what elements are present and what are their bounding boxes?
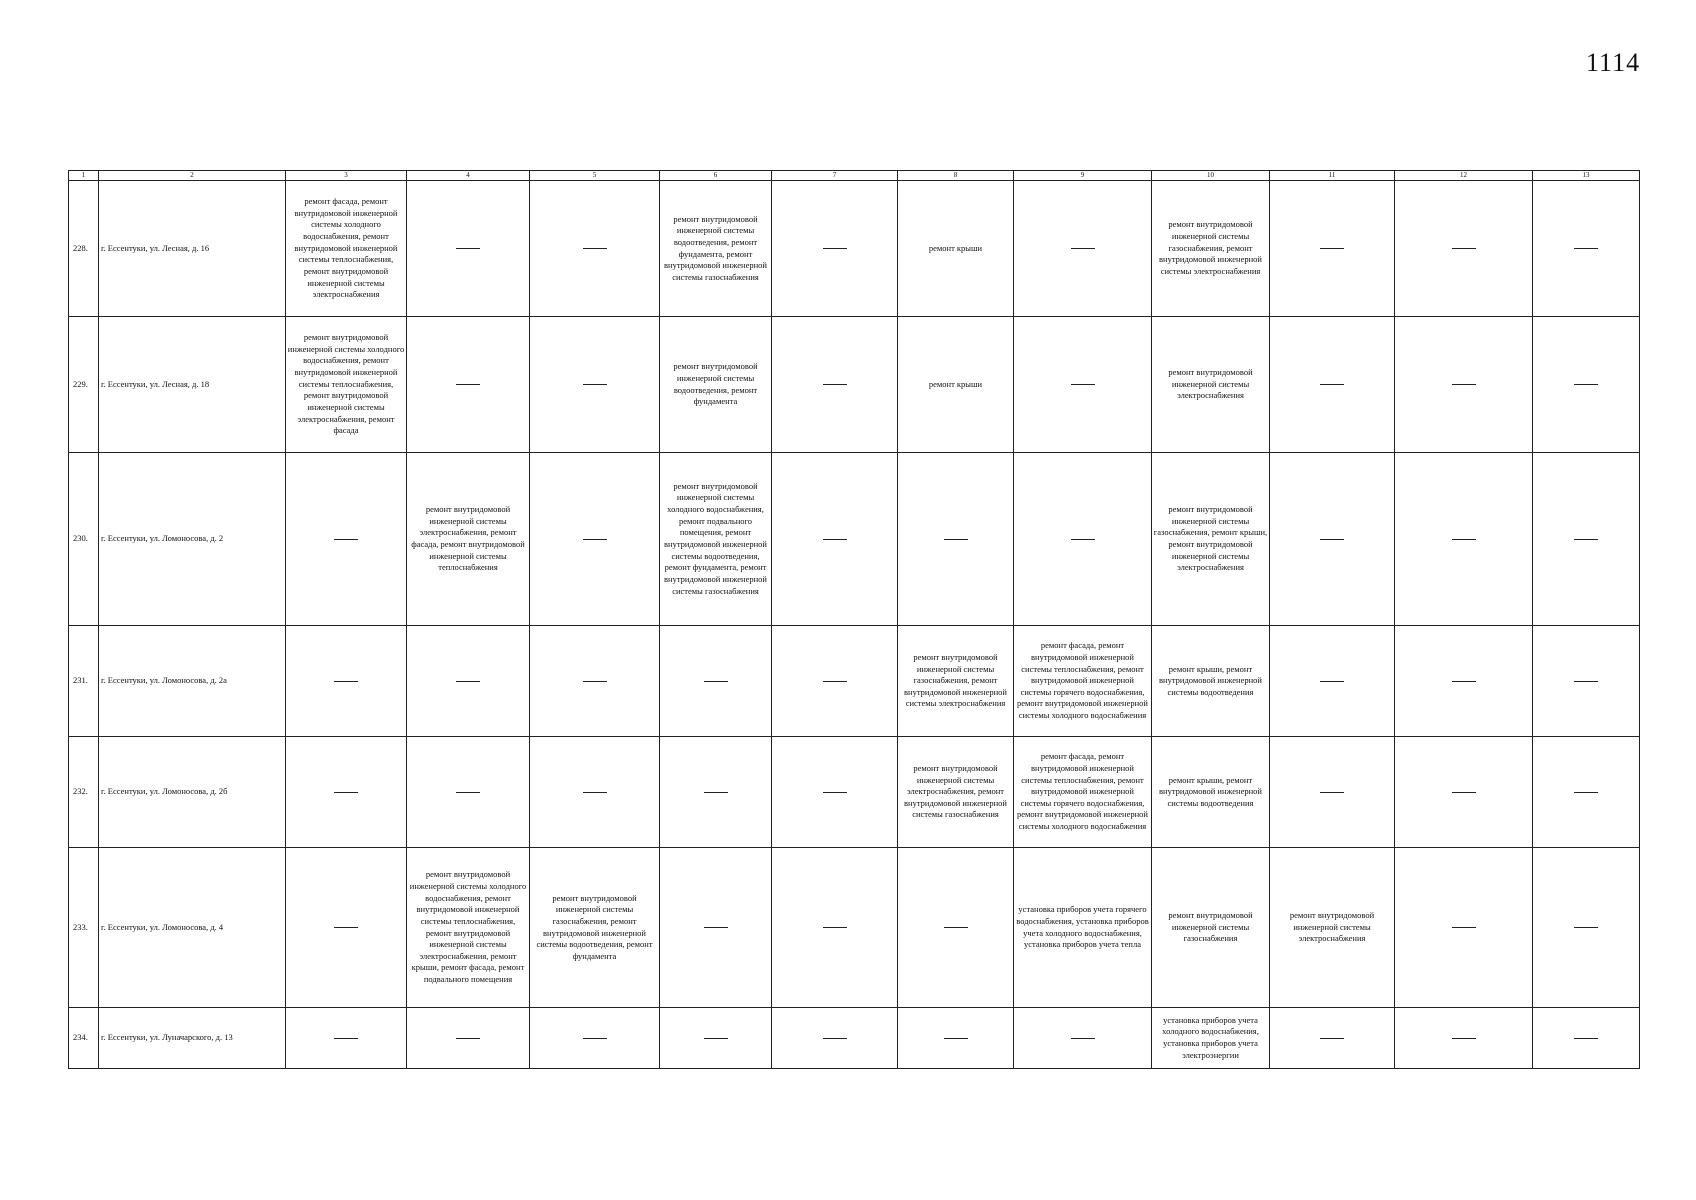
- empty-cell: [286, 1008, 407, 1069]
- page-number: 1114: [1586, 48, 1641, 77]
- address-cell: г. Ессентуки, ул. Ломоносова, д. 2: [99, 453, 286, 626]
- dash-mark: [704, 927, 728, 928]
- empty-cell: [772, 453, 898, 626]
- dash-mark: [583, 681, 607, 682]
- dash-mark: [704, 792, 728, 793]
- empty-cell: [1395, 848, 1533, 1008]
- empty-cell: [772, 181, 898, 317]
- empty-cell: [1395, 181, 1533, 317]
- dash-mark: [1574, 384, 1598, 385]
- empty-cell: [1014, 181, 1152, 317]
- dash-mark: [583, 539, 607, 540]
- dash-mark: [704, 1038, 728, 1039]
- empty-cell: [898, 453, 1014, 626]
- work-description-cell: ремонт внутридомовой инженерной системы газоснабжения, ремонт внутридомовой инженерной системы водоотведения, ремонт фундамента: [530, 848, 660, 1008]
- column-number-header: 11: [1270, 171, 1395, 181]
- row-number: 230.: [69, 453, 99, 626]
- dash-mark: [583, 1038, 607, 1039]
- empty-cell: [286, 848, 407, 1008]
- dash-mark: [456, 681, 480, 682]
- dash-mark: [334, 927, 358, 928]
- empty-cell: [660, 626, 772, 737]
- column-number-header: 6: [660, 171, 772, 181]
- dash-mark: [1071, 1038, 1095, 1039]
- dash-mark: [704, 681, 728, 682]
- dash-mark: [583, 792, 607, 793]
- dash-mark: [1452, 927, 1476, 928]
- table-row: [69, 848, 1640, 1008]
- dash-mark: [1320, 539, 1344, 540]
- work-description-cell: ремонт внутридомовой инженерной системы электроснабжения: [1270, 848, 1395, 1008]
- work-description-cell: ремонт внутридомовой инженерной системы газоснабжения, ремонт внутридомовой инженерной системы электроснабжения: [1152, 181, 1270, 317]
- address-cell: г. Ессентуки, ул. Лесная, д. 16: [99, 181, 286, 317]
- dash-mark: [1320, 1038, 1344, 1039]
- empty-cell: [407, 181, 530, 317]
- dash-mark: [823, 539, 847, 540]
- work-schedule-table: [68, 170, 1640, 1069]
- empty-cell: [1395, 737, 1533, 848]
- dash-mark: [1071, 384, 1095, 385]
- empty-cell: [772, 1008, 898, 1069]
- dash-mark: [823, 681, 847, 682]
- dash-mark: [456, 1038, 480, 1039]
- empty-cell: [1395, 626, 1533, 737]
- dash-mark: [823, 927, 847, 928]
- dash-mark: [944, 927, 968, 928]
- empty-cell: [1533, 737, 1640, 848]
- address-cell: г. Ессентуки, ул. Ломоносова, д. 2а: [99, 626, 286, 737]
- column-number-header: 4: [407, 171, 530, 181]
- dash-mark: [1071, 539, 1095, 540]
- address-cell: г. Ессентуки, ул. Лесная, д. 18: [99, 317, 286, 453]
- empty-cell: [772, 737, 898, 848]
- column-number-header: 3: [286, 171, 407, 181]
- work-description-cell: ремонт фасада, ремонт внутридомовой инженерной системы холодного водоснабжения, ремонт внутридомовой инженерной системы теплоснабжения, ремонт внутридомовой инженерной системы электроснабжения: [286, 181, 407, 317]
- dash-mark: [583, 248, 607, 249]
- dash-mark: [823, 384, 847, 385]
- row-number: 234.: [69, 1008, 99, 1069]
- column-number-header: 13: [1533, 171, 1640, 181]
- dash-mark: [1574, 248, 1598, 249]
- table-row: [69, 453, 1640, 626]
- dash-mark: [1452, 384, 1476, 385]
- empty-cell: [1395, 453, 1533, 626]
- dash-mark: [823, 248, 847, 249]
- work-description-cell: ремонт внутридомовой инженерной системы газоснабжения, ремонт внутридомовой инженерной системы электроснабжения: [898, 626, 1014, 737]
- work-description-cell: ремонт крыши, ремонт внутридомовой инженерной системы водоотведения: [1152, 737, 1270, 848]
- work-description-cell: ремонт внутридомовой инженерной системы электроснабжения, ремонт фасада, ремонт внутридомовой инженерной системы теплоснабжения: [407, 453, 530, 626]
- empty-cell: [1270, 453, 1395, 626]
- dash-mark: [456, 792, 480, 793]
- empty-cell: [898, 1008, 1014, 1069]
- empty-cell: [1270, 737, 1395, 848]
- work-description-cell: ремонт внутридомовой инженерной системы электроснабжения: [1152, 317, 1270, 453]
- dash-mark: [1320, 681, 1344, 682]
- column-number-header: 9: [1014, 171, 1152, 181]
- empty-cell: [286, 626, 407, 737]
- work-description-cell: ремонт внутридомовой инженерной системы холодного водоснабжения, ремонт подвального помещения, ремонт внутридомовой инженерной системы водоотведения, ремонт фундамента, ремонт внутридомовой инженерной системы газоснабжения: [660, 453, 772, 626]
- column-number-header: 12: [1395, 171, 1533, 181]
- empty-cell: [530, 181, 660, 317]
- dash-mark: [1574, 1038, 1598, 1039]
- empty-cell: [1395, 1008, 1533, 1069]
- column-number-header: 5: [530, 171, 660, 181]
- dash-mark: [334, 1038, 358, 1039]
- dash-mark: [1574, 681, 1598, 682]
- row-number: 229.: [69, 317, 99, 453]
- empty-cell: [407, 737, 530, 848]
- empty-cell: [1014, 317, 1152, 453]
- empty-cell: [1270, 1008, 1395, 1069]
- table-row: [69, 1008, 1640, 1069]
- table-row: [69, 626, 1640, 737]
- empty-cell: [530, 1008, 660, 1069]
- empty-cell: [530, 317, 660, 453]
- work-description-cell: ремонт фасада, ремонт внутридомовой инженерной системы теплоснабжения, ремонт внутридомовой инженерной системы горячего водоснабжения, ремонт внутридомовой инженерной системы холодного водоснабжения: [1014, 626, 1152, 737]
- work-description-cell: установка приборов учета холодного водоснабжения, установка приборов учета электроэнергии: [1152, 1008, 1270, 1069]
- work-description-cell: ремонт внутридомовой инженерной системы водоотведения, ремонт фундамента, ремонт внутридомовой инженерной системы газоснабжения: [660, 181, 772, 317]
- dash-mark: [334, 792, 358, 793]
- dash-mark: [1320, 384, 1344, 385]
- address-cell: г. Ессентуки, ул. Ломоносова, д. 4: [99, 848, 286, 1008]
- work-description-cell: ремонт внутридомовой инженерной системы холодного водоснабжения, ремонт внутридомовой инженерной системы теплоснабжения, ремонт внутридомовой инженерной системы электроснабжения, ремонт фасада: [286, 317, 407, 453]
- work-description-cell: ремонт фасада, ремонт внутридомовой инженерной системы теплоснабжения, ремонт внутридомовой инженерной системы горячего водоснабжения, ремонт внутридомовой инженерной системы холодного водоснабжения: [1014, 737, 1152, 848]
- dash-mark: [334, 681, 358, 682]
- empty-cell: [1533, 848, 1640, 1008]
- empty-cell: [530, 626, 660, 737]
- row-number: 233.: [69, 848, 99, 1008]
- empty-cell: [1533, 453, 1640, 626]
- empty-cell: [660, 1008, 772, 1069]
- empty-cell: [407, 626, 530, 737]
- empty-cell: [660, 737, 772, 848]
- dash-mark: [1320, 792, 1344, 793]
- empty-cell: [1270, 317, 1395, 453]
- empty-cell: [286, 453, 407, 626]
- dash-mark: [1452, 248, 1476, 249]
- work-description-cell: ремонт внутридомовой инженерной системы газоснабжения: [1152, 848, 1270, 1008]
- work-description-cell: ремонт внутридомовой инженерной системы холодного водоснабжения, ремонт внутридомовой инженерной системы теплоснабжения, ремонт внутридомовой инженерной системы электроснабжения, ремонт крыши, ремонт фасада, ремонт подвального помещения: [407, 848, 530, 1008]
- empty-cell: [530, 453, 660, 626]
- work-description-cell: ремонт крыши, ремонт внутридомовой инженерной системы водоотведения: [1152, 626, 1270, 737]
- column-number-header: 7: [772, 171, 898, 181]
- empty-cell: [772, 848, 898, 1008]
- empty-cell: [1533, 181, 1640, 317]
- empty-cell: [1270, 626, 1395, 737]
- dash-mark: [1320, 248, 1344, 249]
- row-number: 228.: [69, 181, 99, 317]
- dash-mark: [583, 384, 607, 385]
- empty-cell: [772, 317, 898, 453]
- dash-mark: [944, 539, 968, 540]
- table-row: [69, 317, 1640, 453]
- work-description-cell: установка приборов учета горячего водоснабжения, установка приборов учета холодного водоснабжения, установка приборов учета тепла: [1014, 848, 1152, 1008]
- empty-cell: [1533, 1008, 1640, 1069]
- empty-cell: [1395, 317, 1533, 453]
- column-number-header: 8: [898, 171, 1014, 181]
- dash-mark: [456, 384, 480, 385]
- dash-mark: [334, 539, 358, 540]
- dash-mark: [456, 248, 480, 249]
- work-description-cell: ремонт крыши: [898, 181, 1014, 317]
- work-description-cell: ремонт внутридомовой инженерной системы газоснабжения, ремонт крыши, ремонт внутридомовой инженерной системы электроснабжения: [1152, 453, 1270, 626]
- row-number: 232.: [69, 737, 99, 848]
- column-number-header: 10: [1152, 171, 1270, 181]
- dash-mark: [1452, 1038, 1476, 1039]
- empty-cell: [1270, 181, 1395, 317]
- table-row: [69, 737, 1640, 848]
- column-number-header: 1: [69, 171, 99, 181]
- column-number-row: [69, 171, 1640, 181]
- empty-cell: [660, 848, 772, 1008]
- empty-cell: [898, 848, 1014, 1008]
- column-number-header: 2: [99, 171, 286, 181]
- dash-mark: [823, 1038, 847, 1039]
- dash-mark: [1574, 539, 1598, 540]
- address-cell: г. Ессентуки, ул. Ломоносова, д. 2б: [99, 737, 286, 848]
- empty-cell: [772, 626, 898, 737]
- work-description-cell: ремонт внутридомовой инженерной системы электроснабжения, ремонт внутридомовой инженерной системы газоснабжения: [898, 737, 1014, 848]
- empty-cell: [1533, 317, 1640, 453]
- dash-mark: [1452, 539, 1476, 540]
- row-number: 231.: [69, 626, 99, 737]
- dash-mark: [823, 792, 847, 793]
- dash-mark: [1452, 792, 1476, 793]
- empty-cell: [407, 1008, 530, 1069]
- address-cell: г. Ессентуки, ул. Луначарского, д. 13: [99, 1008, 286, 1069]
- empty-cell: [1014, 453, 1152, 626]
- dash-mark: [1071, 248, 1095, 249]
- empty-cell: [530, 737, 660, 848]
- empty-cell: [1533, 626, 1640, 737]
- empty-cell: [286, 737, 407, 848]
- dash-mark: [1452, 681, 1476, 682]
- work-description-cell: ремонт внутридомовой инженерной системы водоотведения, ремонт фундамента: [660, 317, 772, 453]
- dash-mark: [1574, 927, 1598, 928]
- empty-cell: [1014, 1008, 1152, 1069]
- dash-mark: [944, 1038, 968, 1039]
- empty-cell: [407, 317, 530, 453]
- table-row: [69, 181, 1640, 317]
- dash-mark: [1574, 792, 1598, 793]
- work-description-cell: ремонт крыши: [898, 317, 1014, 453]
